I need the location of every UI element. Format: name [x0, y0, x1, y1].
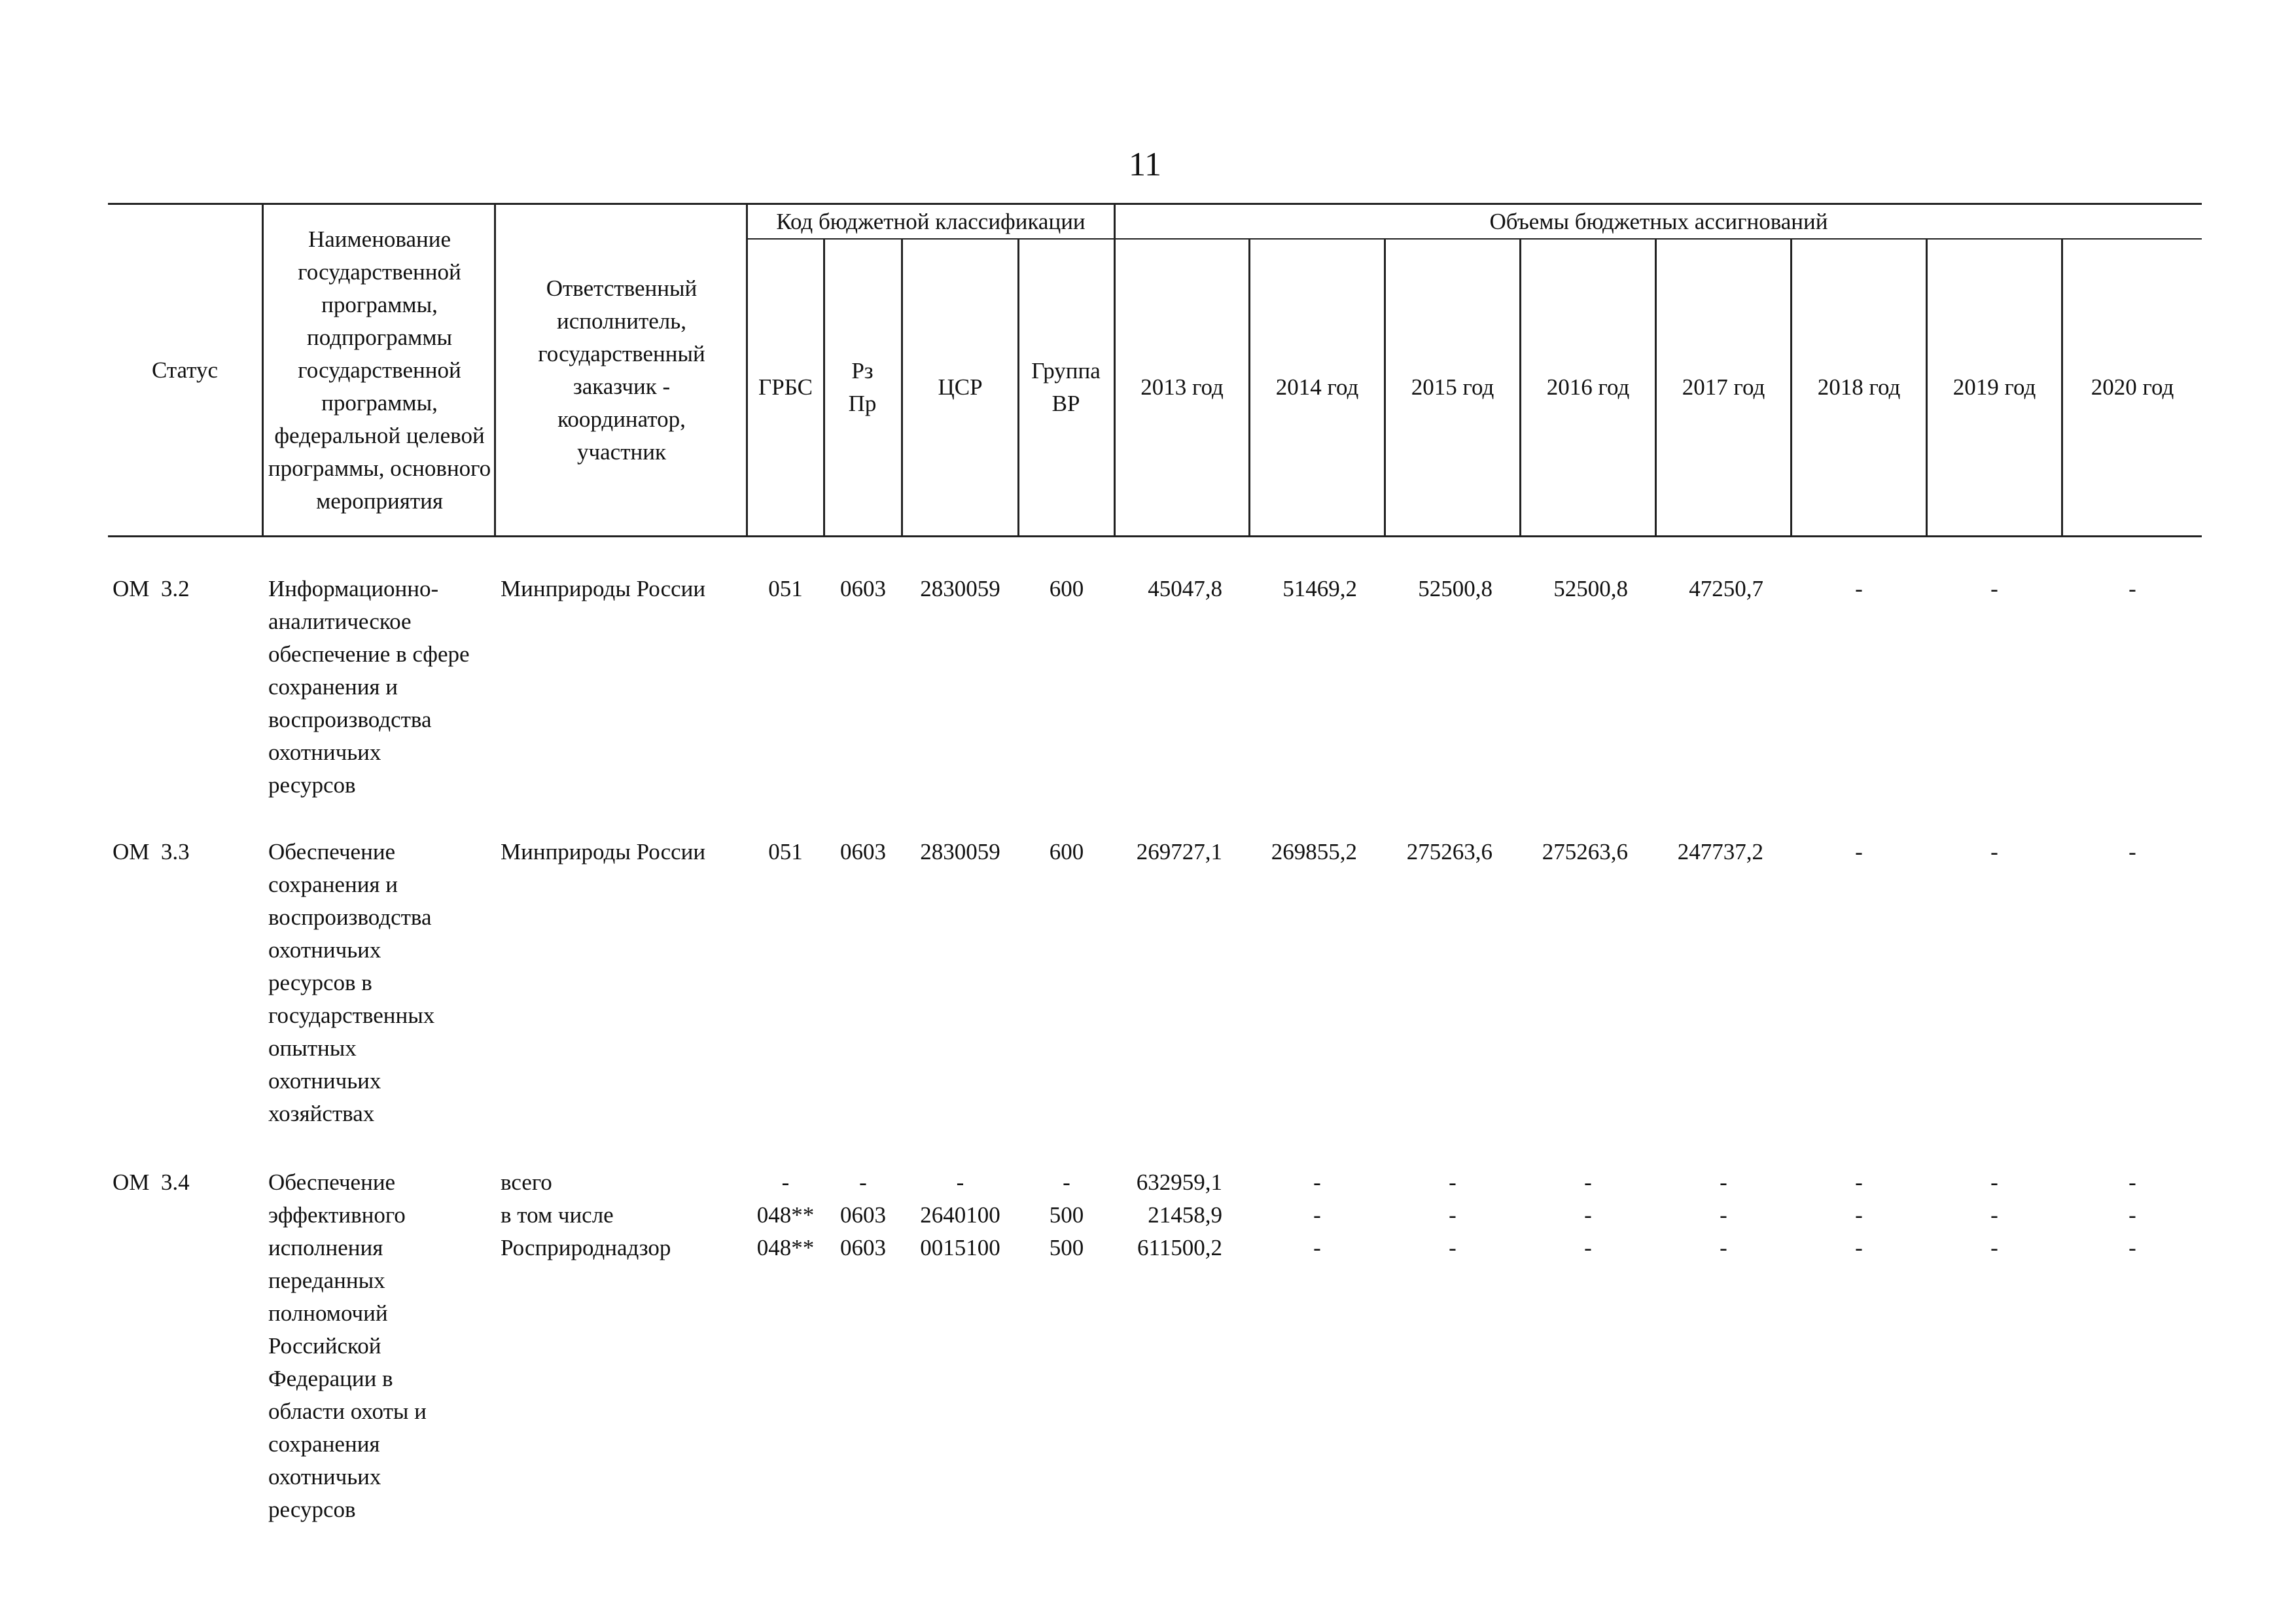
header-year: 2019 год: [1952, 374, 2036, 400]
row-value: -: [1313, 1202, 1321, 1228]
header-volumes: Объемы бюджетных ассигнований: [1489, 208, 1828, 234]
row-value: -: [1855, 576, 1863, 601]
row-value: 611500,2: [1137, 1235, 1222, 1260]
row-name: Информационно- аналитическое обеспечение в сфере сохранения и воспроизводства охотничьих ресурсов: [268, 576, 470, 798]
row-value: 52500,8: [1553, 576, 1628, 601]
row-value: -: [1855, 839, 1863, 865]
row-vr: 600: [1049, 839, 1084, 865]
row-name: Обеспечение эффективного исполнения переданных полномочий Российской Федерации в области охоты и сохранения охотничьих ресурсов: [268, 1169, 427, 1522]
header-rzpr: Рз Пр: [848, 358, 877, 416]
row-name: Обеспечение сохранения и воспроизводства охотничьих ресурсов в государственных опытных охотничьих хозяйствах: [268, 839, 435, 1126]
row-status: ОМ 3.3: [113, 839, 190, 865]
row-responsible: Минприроды России: [501, 839, 706, 865]
row-value: -: [1855, 1235, 1863, 1260]
row-grbs: -: [781, 1169, 790, 1195]
row-value: -: [1990, 1202, 1998, 1228]
row-value: 632959,1: [1136, 1169, 1222, 1195]
row-value: -: [2128, 839, 2136, 865]
col-divider: [823, 238, 825, 537]
row-responsible: Росприроднадзор: [501, 1235, 671, 1260]
row-vr: 600: [1049, 576, 1084, 601]
header-year: 2020 год: [2091, 374, 2174, 400]
page-number: 11: [1128, 146, 1162, 183]
row-value: 52500,8: [1418, 576, 1492, 601]
row-value: -: [1990, 1235, 1998, 1260]
header-year: 2017 год: [1682, 374, 1765, 400]
row-value: -: [1449, 1202, 1457, 1228]
header-budget-code: Код бюджетной классификации: [776, 208, 1086, 234]
row-responsible: всего: [501, 1169, 552, 1195]
row-value: 51469,2: [1282, 576, 1357, 601]
header-year: 2015 год: [1411, 374, 1494, 400]
row-grbs: 048**: [756, 1202, 815, 1228]
row-value: -: [1313, 1235, 1321, 1260]
row-rzpr: -: [859, 1169, 867, 1195]
header-csr: ЦСР: [938, 374, 983, 400]
row-value: -: [2128, 576, 2136, 601]
header-responsible: Ответственный исполнитель, государственный заказчик - координатор, участник: [538, 275, 705, 465]
row-responsible: Минприроды России: [501, 576, 706, 601]
header-year: 2016 год: [1546, 374, 1630, 400]
row-csr: 0015100: [920, 1235, 1000, 1260]
row-vr: 500: [1049, 1202, 1084, 1228]
col-divider: [262, 203, 264, 537]
row-csr: 2830059: [920, 576, 1000, 601]
row-value: -: [1855, 1169, 1863, 1195]
row-value: 45047,8: [1148, 576, 1222, 601]
row-value: -: [1313, 1169, 1321, 1195]
row-csr: -: [956, 1169, 964, 1195]
row-value: -: [1990, 1169, 1998, 1195]
header-year: 2013 год: [1140, 374, 1224, 400]
row-status: ОМ 3.2: [113, 576, 190, 601]
row-rzpr: 0603: [840, 576, 886, 601]
row-value: 269727,1: [1136, 839, 1222, 865]
row-value: -: [1449, 1235, 1457, 1260]
row-value: -: [1720, 1169, 1727, 1195]
col-divider: [494, 203, 496, 537]
row-value: -: [1449, 1169, 1457, 1195]
row-value: 47250,7: [1689, 576, 1763, 601]
row-rzpr: 0603: [840, 839, 886, 865]
row-value: -: [1720, 1235, 1727, 1260]
row-value: 21458,9: [1148, 1202, 1222, 1228]
row-csr: 2830059: [920, 839, 1000, 865]
row-value: 269855,2: [1271, 839, 1357, 865]
row-value: -: [1720, 1202, 1727, 1228]
row-vr: -: [1063, 1169, 1070, 1195]
row-value: 247737,2: [1677, 839, 1763, 865]
row-value: -: [1584, 1235, 1592, 1260]
row-value: -: [1584, 1202, 1592, 1228]
row-value: -: [1990, 839, 1998, 865]
header-bottom-rule: [108, 535, 2202, 537]
row-value: -: [2128, 1169, 2136, 1195]
header-grbs: ГРБС: [758, 374, 813, 400]
header-year: 2014 год: [1275, 374, 1359, 400]
header-status: Статус: [151, 357, 219, 383]
header-vr: Группа ВР: [1031, 358, 1101, 416]
row-grbs: 051: [768, 839, 803, 865]
header-year: 2018 год: [1817, 374, 1901, 400]
row-responsible: в том числе: [501, 1202, 614, 1228]
row-value: -: [1584, 1169, 1592, 1195]
row-value: -: [1990, 576, 1998, 601]
row-value: 275263,6: [1542, 839, 1628, 865]
row-rzpr: 0603: [840, 1202, 886, 1228]
col-divider: [1017, 238, 1019, 537]
row-grbs: 048**: [756, 1235, 815, 1260]
row-rzpr: 0603: [840, 1235, 886, 1260]
row-value: -: [1855, 1202, 1863, 1228]
row-value: -: [2128, 1235, 2136, 1260]
row-value: -: [2128, 1202, 2136, 1228]
row-vr: 500: [1049, 1235, 1084, 1260]
row-value: 275263,6: [1406, 839, 1492, 865]
row-status: ОМ 3.4: [113, 1169, 190, 1195]
header-name: Наименование государственной программы, подпрограммы государственной программы, федеральной целевой программы, основного мероприятия: [268, 226, 491, 514]
row-csr: 2640100: [920, 1202, 1000, 1228]
row-grbs: 051: [768, 576, 803, 601]
